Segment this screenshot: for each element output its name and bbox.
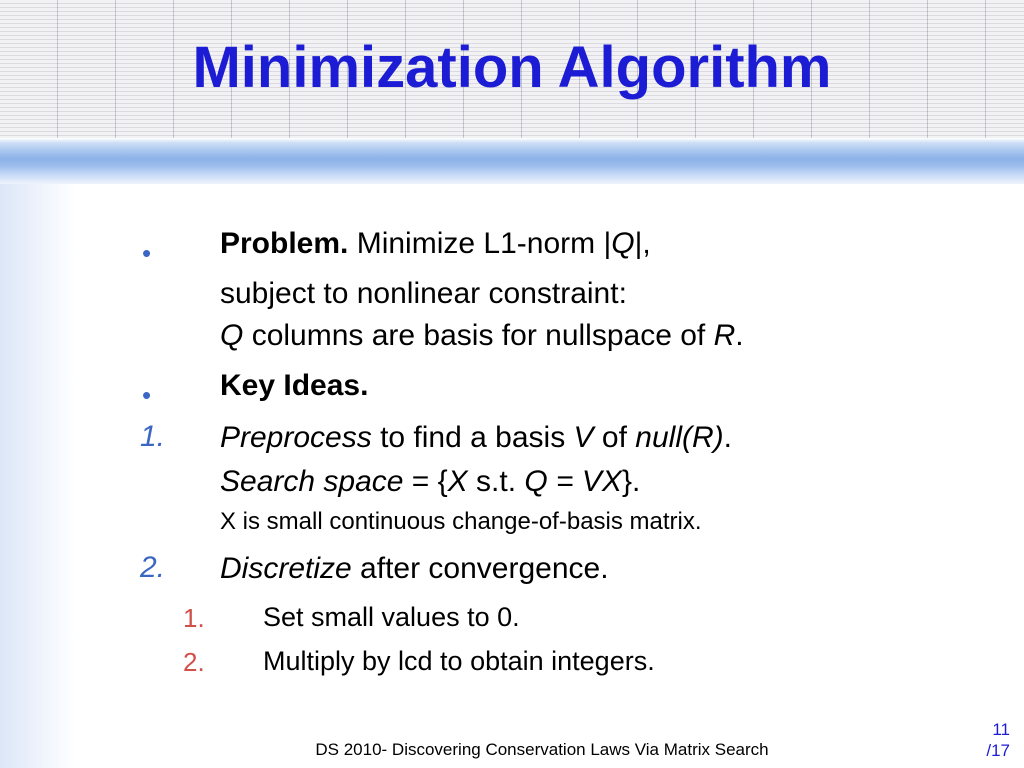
- constraint-r-symbol: R: [713, 319, 736, 352]
- item-2-text: after convergence.: [360, 552, 609, 585]
- subitem-2-text: Multiply by lcd to obtain integers.: [263, 646, 655, 676]
- item-1-number: 1.: [140, 420, 166, 453]
- bullet-marker: •: [142, 238, 152, 268]
- page-number: [986, 719, 1010, 761]
- x-symbol: X: [447, 465, 468, 498]
- problem-line-3: [220, 318, 744, 354]
- discretize-term: Discretize: [220, 552, 352, 585]
- set-close: }: [621, 465, 632, 498]
- item-1-line-2: [220, 464, 640, 500]
- problem-text-end: |,: [634, 227, 651, 260]
- subitem-1-text: Set small values to 0.: [263, 602, 520, 632]
- search-space-term: Search space: [220, 465, 404, 498]
- such-that-text: s.t.: [476, 465, 517, 498]
- constraint-end: .: [735, 319, 744, 352]
- null-r-term: null(R): [635, 421, 724, 454]
- item-1-text-a: to find a basis: [380, 421, 566, 454]
- problem-line-1: [220, 226, 651, 262]
- page-current: 11: [992, 720, 1010, 739]
- item-2-line: [220, 551, 609, 587]
- set-close-end: .: [631, 465, 641, 498]
- key-ideas-label: Key Ideas.: [220, 369, 369, 402]
- v-symbol: V: [573, 421, 594, 454]
- eq-open: = {: [411, 465, 448, 498]
- subitem-2-number: 2.: [183, 647, 205, 677]
- problem-line-2: subject to nonlinear constraint:: [220, 277, 627, 310]
- subitem-1-number: 1.: [183, 603, 205, 633]
- item-1-text-b: of: [601, 421, 627, 454]
- bullet-marker: •: [142, 380, 152, 410]
- item-2-number: 2.: [140, 551, 166, 584]
- preprocess-term: Preprocess: [220, 421, 372, 454]
- footer-title: DS 2010- Discovering Conservation Laws Via Matrix Search: [315, 740, 769, 759]
- constraint-text: columns are basis for nullspace of: [251, 319, 706, 352]
- problem-label: Problem.: [220, 227, 349, 260]
- page-title: Minimization Algorithm: [192, 35, 832, 100]
- problem-q-symbol: Q: [611, 227, 635, 260]
- item-1-note: X is small continuous change-of-basis matrix.: [220, 508, 702, 535]
- constraint-q-symbol: Q: [220, 319, 244, 352]
- q-eq-vx-term: Q = VX: [524, 465, 622, 498]
- item-1-line-1: [220, 420, 732, 456]
- item-1-end: .: [723, 421, 732, 454]
- key-ideas-line: [220, 368, 368, 404]
- problem-text: Minimize L1-norm |: [356, 227, 612, 260]
- page-total: /17: [986, 741, 1010, 760]
